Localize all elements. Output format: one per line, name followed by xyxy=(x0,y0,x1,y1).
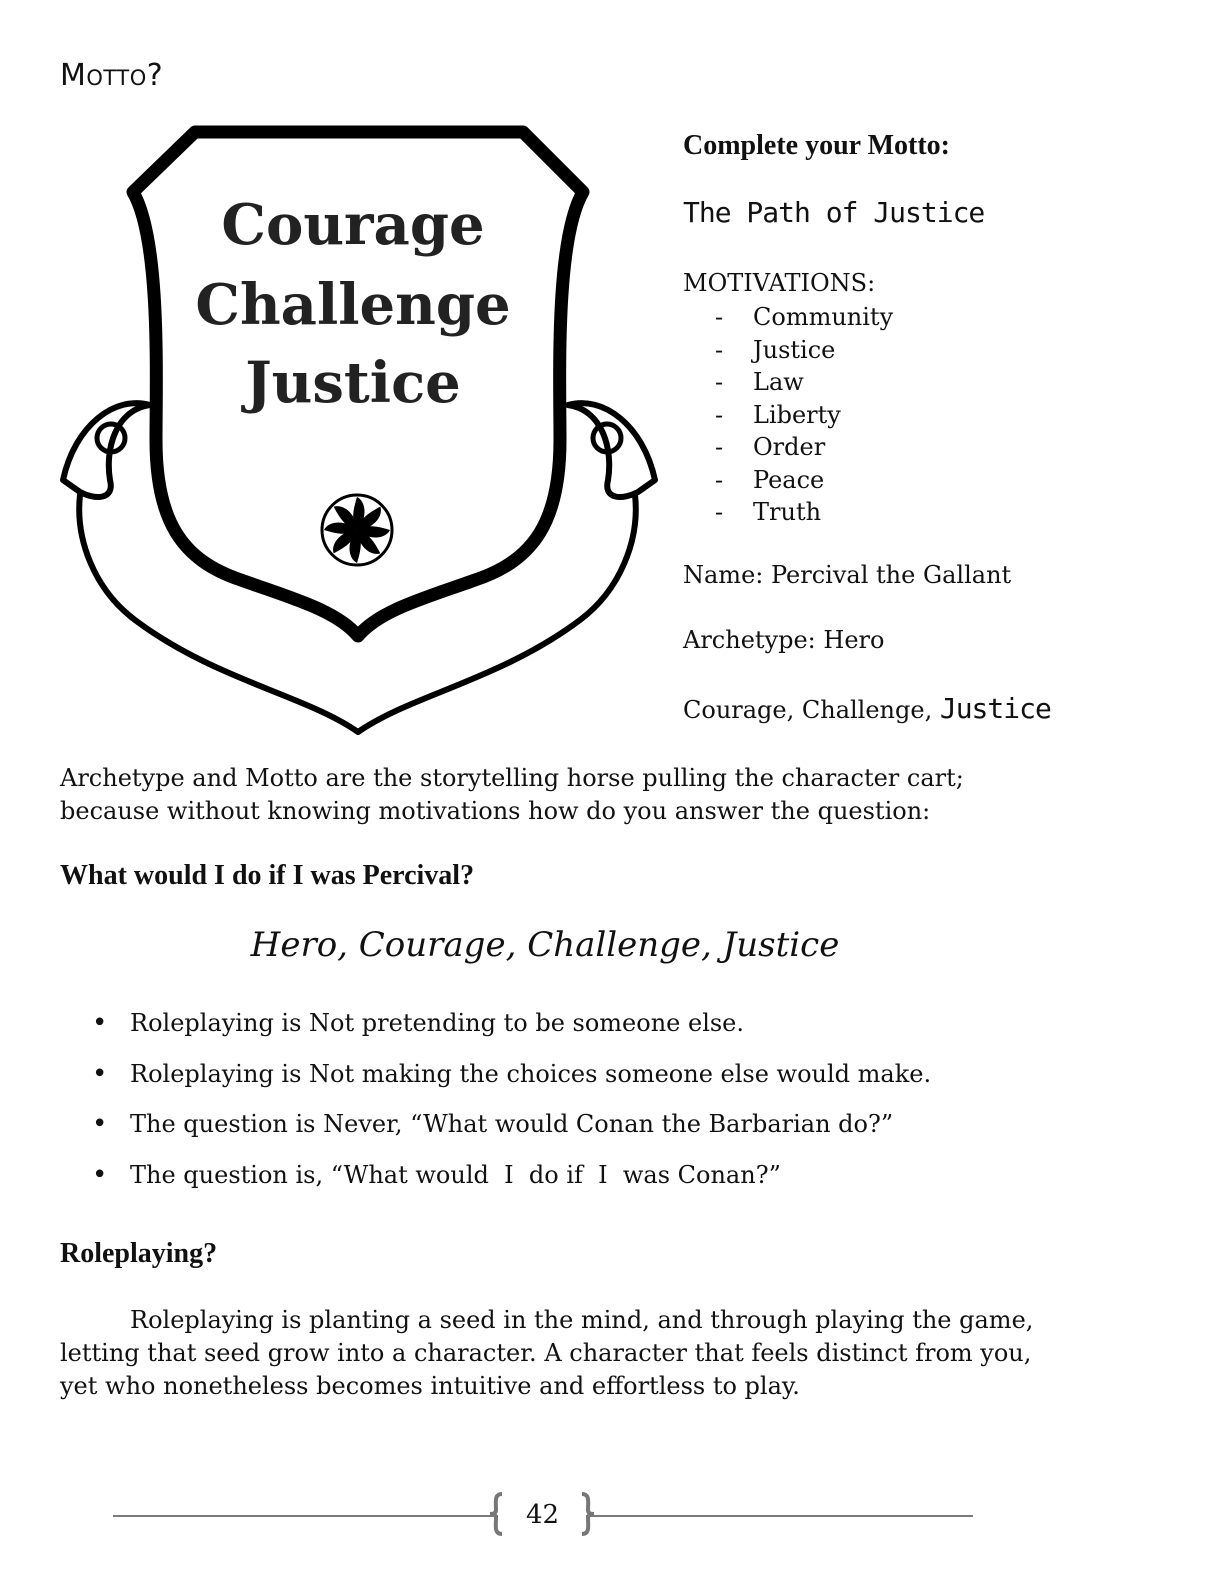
character-virtues xyxy=(683,692,1051,725)
list-item: • The question is, “What would I do if I was Conan?” xyxy=(90,1157,931,1208)
list-item: • Roleplaying is Not pretending to be someone else. xyxy=(90,1005,931,1056)
character-name: Name: Percival the Gallant xyxy=(683,561,1012,589)
crest-word-justice: Justice xyxy=(245,350,461,416)
virtues-handwritten: Justice xyxy=(939,692,1051,725)
intro-paragraph: Archetype and Motto are the storytelling horse pulling the character cart; because without knowing motivations how do you answer the question: xyxy=(60,764,964,825)
complete-motto-heading: Complete your Motto: xyxy=(683,130,950,161)
character-archetype: Archetype: Hero xyxy=(683,626,885,654)
motivations-title: MOTIVATIONS: xyxy=(683,269,876,297)
roleplaying-heading: Roleplaying? xyxy=(60,1238,218,1269)
list-item: - Community xyxy=(715,303,894,331)
page-heading: Motto? xyxy=(60,58,164,93)
list-item: - Liberty xyxy=(715,400,841,429)
list-item: • Roleplaying is Not making the choices someone else would make. xyxy=(90,1056,931,1107)
virtues-prefix: Courage, Challenge, xyxy=(683,696,940,724)
list-item: - Peace xyxy=(715,465,825,494)
page-number: 42 xyxy=(525,1500,560,1530)
list-item: • The question is Never, “What would Conan the Barbarian do?” xyxy=(90,1106,931,1157)
crest-word-courage: Courage xyxy=(221,192,485,258)
roleplaying-paragraph: Roleplaying is planting a seed in the mind, and through playing the game, letting that seed grow into a character. A character that feels distinct from you, yet who nonetheless becomes intuitive and effortless to play. xyxy=(60,1306,1034,1400)
question-heading: What would I do if I was Percival? xyxy=(60,860,475,891)
swirl-emblem-icon xyxy=(322,495,392,565)
roleplaying-bullets xyxy=(90,1005,931,1207)
list-item: - Justice xyxy=(715,335,836,364)
list-item: - Law xyxy=(715,368,804,396)
list-item: - Truth xyxy=(715,498,822,526)
crest-word-challenge: Challenge xyxy=(195,272,511,338)
list-item: - Order xyxy=(715,433,826,461)
motto-text: The Path of Justice xyxy=(683,196,985,229)
crest-illustration xyxy=(55,120,665,740)
footer-rule-right xyxy=(586,1515,973,1517)
italic-motto: Hero, Courage, Challenge, Justice xyxy=(250,925,840,965)
motivations-list xyxy=(715,301,893,529)
footer-rule-left xyxy=(113,1515,498,1517)
